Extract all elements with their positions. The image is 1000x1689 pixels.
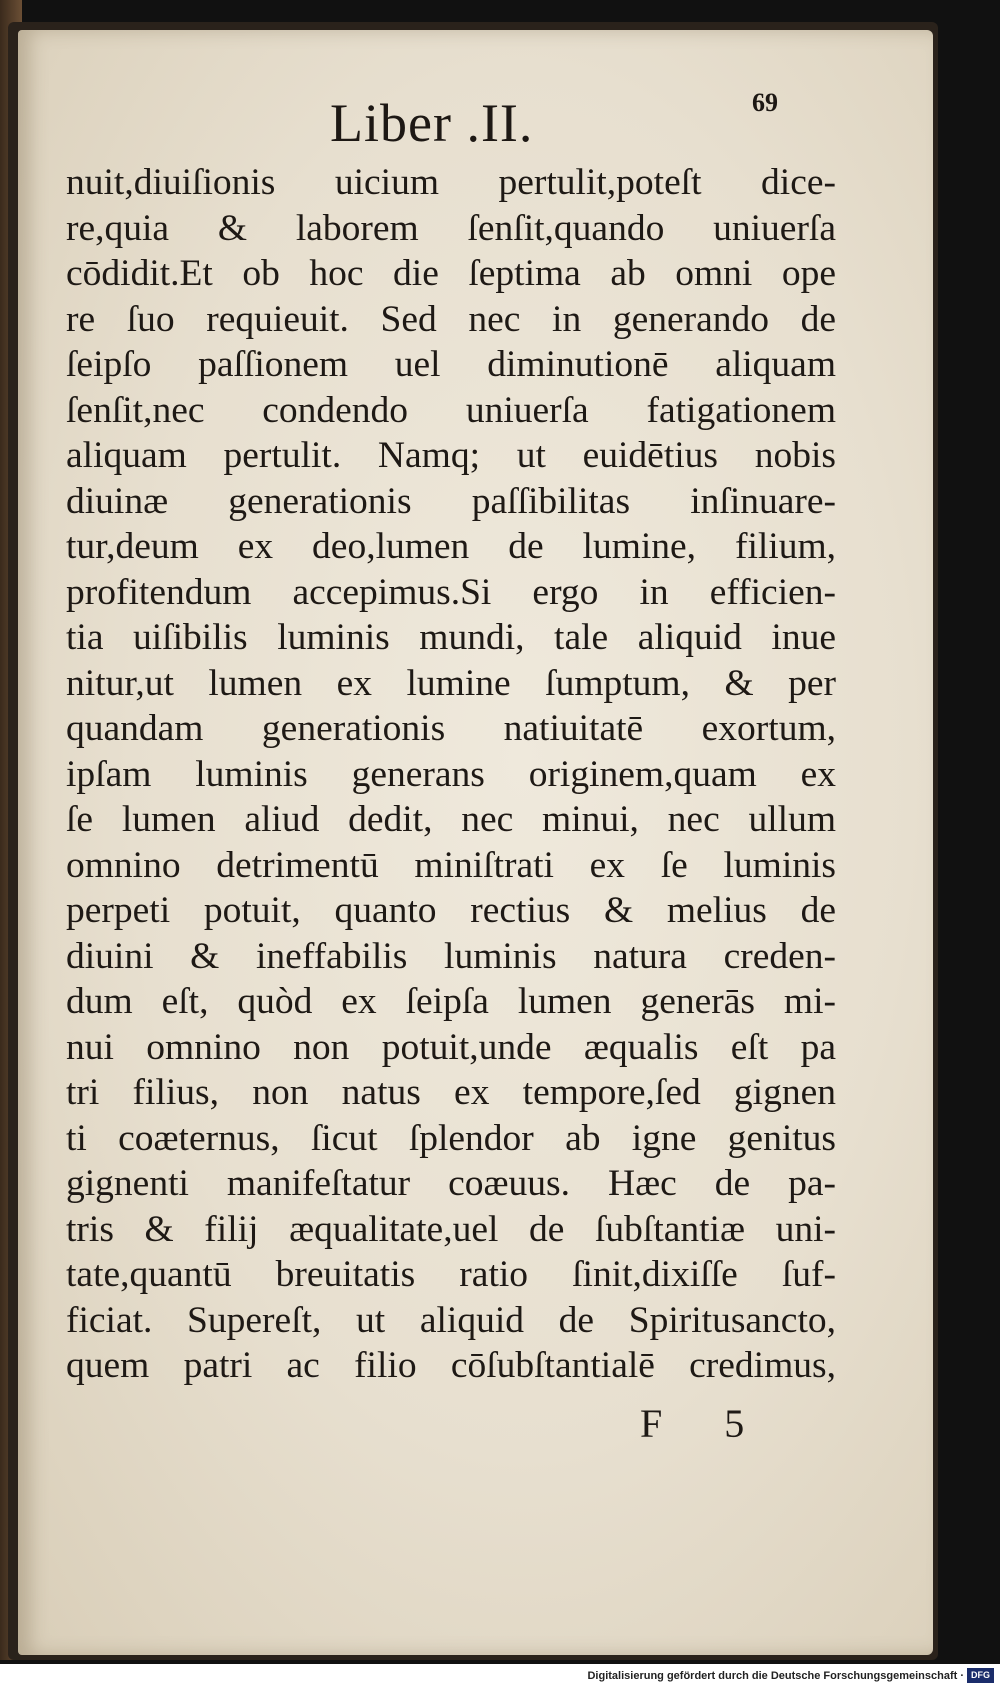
text-line: re ſuo requieuit. Sed nec in generando de xyxy=(66,298,836,340)
text-line: quem patri ac filio cōſubſtantialē credimus, xyxy=(66,1345,836,1386)
main-text xyxy=(66,160,836,1389)
footer-bar xyxy=(0,1664,1000,1689)
text-line: nuit,diuiſionis uicium pertulit,poteſt dice- xyxy=(66,162,836,203)
text-line: aliquam pertulit. Namq; ut euidētius nobis xyxy=(66,435,836,476)
text-line: ſe lumen aliud dedit, nec minui, nec ullum xyxy=(66,799,836,840)
text-line: ipſam luminis generans originem,quam ex xyxy=(66,753,836,795)
text-line: re,quia & laborem ſenſit,quando uniuerſa xyxy=(66,207,836,249)
text-line: tate,quantū breuitatis ratio ſinit,dixiſſe ſuf- xyxy=(66,1254,836,1295)
text-line: ſenſit,nec condendo uniuerſa fatigationem xyxy=(66,389,836,431)
text-line: ti coæternus, ſicut ſplendor ab igne genitus xyxy=(66,1117,836,1159)
text-line: diuini & ineffabilis luminis natura creden- xyxy=(66,935,836,977)
text-line: dum eſt, quòd ex ſeipſa lumen generās mi- xyxy=(66,981,836,1022)
text-line: gignenti manifeſtatur coæuus. Hæc de pa- xyxy=(66,1163,836,1204)
text-line: quandam generationis natiuitatē exortum, xyxy=(66,708,836,749)
text-line: profitendum accepimus.Si ergo in efficien- xyxy=(66,571,836,613)
page-header xyxy=(0,88,1000,158)
text-line: ficiat. Supereſt, ut aliquid de Spiritusancto, xyxy=(66,1299,836,1341)
text-line: ſeipſo paſſionem uel diminutionē aliquam xyxy=(66,344,836,385)
text-line: nui omnino non potuit,unde æqualis eſt pa xyxy=(66,1026,836,1068)
folio-number: 69 xyxy=(752,88,778,117)
dfg-logo: DFG xyxy=(967,1668,994,1683)
text-line: diuinæ generationis paſſibilitas inſinuare- xyxy=(66,480,836,522)
text-line: tri filius, non natus ex tempore,ſed gignen xyxy=(66,1072,836,1113)
text-line: tris & filij æqualitate,uel de ſubſtantiæ uni- xyxy=(66,1208,836,1250)
text-line: perpeti potuit, quanto rectius & melius de xyxy=(66,890,836,931)
text-line: cōdidit.Et ob hoc die ſeptima ab omni ope xyxy=(66,253,836,294)
text-line: tia uiſibilis luminis mundi, tale aliquid inue xyxy=(66,617,836,658)
text-line: omnino detrimentū miniſtrati ex ſe luminis xyxy=(66,844,836,886)
text-line: nitur,ut lumen ex lumine ſumptum, & per xyxy=(66,662,836,704)
running-head: Liber .II. xyxy=(330,93,534,153)
text-line: tur,deum ex deo,lumen de lumine, filium, xyxy=(66,526,836,567)
funding-credit: Digitalisierung gefördert durch die Deutsche Forschungsgemeinschaft · xyxy=(587,1670,964,1682)
signature-mark: F 5 xyxy=(640,1401,771,1446)
